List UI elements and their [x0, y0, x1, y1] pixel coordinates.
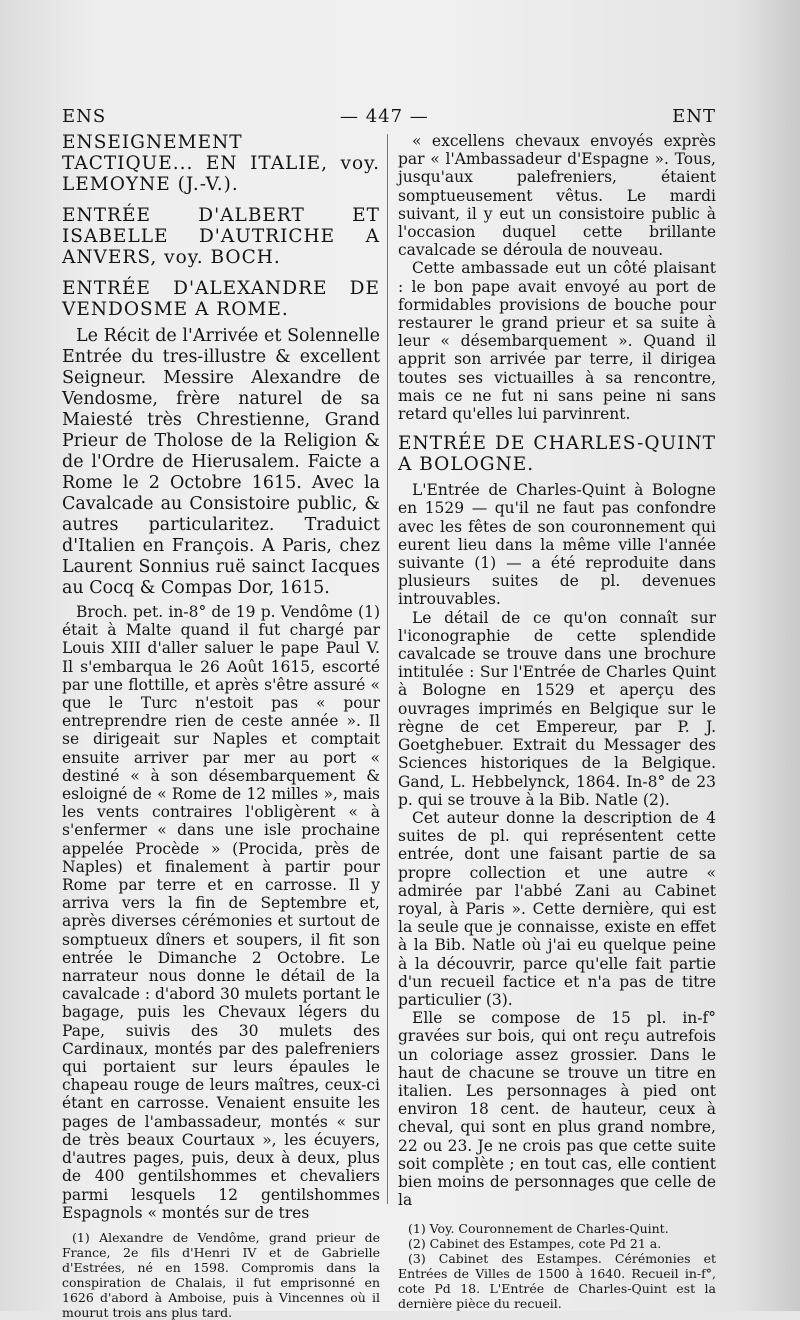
entry-description: Broch. pet. in-8° de 19 p. Vendôme (1) était à Malte quand il fut chargé par Louis XIII d'aller saluer le pape Paul V. Il s'embarqua le 26 Août 1615, escorté par une flottille, et après s'être assuré « que le Turc n'estoit pas « pour entreprendre rien de ceste année ». Il se dirigeait sur Naples et comptait ensuite arriver par mer au port « destiné « à son désembarquement & esloigné de « Rome de 12 milles », mais les vents contraires l'obligèrent « à s'enfermer « dans une isle prochaine appelée Procède » (Procida, près de Naples) et finalement à partir pour Rome par terre et en carrosse. Il y arriva vers la fin de Septembre et, après diverses cérémonies et surtout de somptueux dîners et soupers, il fit son entrée le Dimanche 2 Octobre. Le narrateur nous donne le détail de la cavalcade : d'abord 30 mulets portant le bagage, puis les Chevaux légers du Pape, suivis des 30 mulets des Cardinaux, montés par des palefreniers qui portaient sur leurs épaules le chapeau rouge de leurs maîtres, ceux-ci étant en carrosse. Venaient ensuite les pages de l'ambassadeur, montés « sur de très beaux Courtaux », les écuyers, d'autres pages, puis, deux à deux, plus de 400 gentilshommes et chevaliers parmi lesquels 12 gentilshommes Espagnols « montés sur de tres [62, 603, 380, 1222]
footnote-3: (3) Cabinet des Estampes. Cérémonies et Entrées de Villes de 1500 à 1640. Recueil in-f°, cote Pd 18. L'Entrée de Charles-Quint est la dernière pièce du recueil. [398, 1251, 716, 1312]
page-number: — 447 — [340, 106, 429, 127]
footnotes-left [62, 1230, 380, 1320]
footnote-vendome: (1) Alexandre de Vendôme, grand prieur de France, 2e fils d'Henri IV et de Gabrielle d'Estrées, né en 1598. Compromis dans la conspiration de Chalais, il fut emprisonné en 1626 d'abord à Amboise, puis à Vincennes où il mourut trois ans plus tard. [62, 1229, 380, 1320]
book-title-entry: Le Récit de l'Arrivée et Solennelle Entrée du tres-illustre & excellent Seigneur. Messire Alexandre de Vendosme, frère naturel de sa Maiesté très Chrestienne, Grand Prieur de Tholose de la Religion & de l'Ordre de Hierusalem. Faicte a Rome le 2 Octobre 1615. Avec la Cavalcade au Consistoire public, & autres particularitez. Traduict d'Italien en François. A Paris, chez Laurent Sonnius ruë sainct Iacques au Cocq & Compas Dor, 1615. [62, 326, 380, 598]
paragraph-suites: Cet auteur donne la description de 4 suites de pl. qui représentent cette entrée, dont une faisant partie de sa propre collection et une autre « admirée par l'abbé Zani au Cabinet royal, à Paris ». Cette dernière, qui est la seule que je connaisse, existe en effet à la Bib. Natle où j'ai eu quelque peine à la découvrir, parce qu'elle fait partie d'un recueil factice et n'a pas de titre particulier (3). [398, 808, 716, 1009]
running-head-left: ENS [62, 106, 107, 127]
entry-heading-vendosme: ENTRÉE D'ALEXANDRE DE VENDOSME A ROME. [62, 278, 380, 320]
left-column [62, 132, 380, 1320]
entry-heading-albert-isabelle: ENTRÉE D'ALBERT ET ISABELLE D'AUTRICHE A ANVERS, voy. BOCH. [62, 205, 380, 268]
footnote-2: (2) Cabinet des Estampes, cote Pd 21 a. [408, 1236, 662, 1252]
paragraph-cavalcade-continued: « excellens chevaux envoyés exprès par « l'Ambassadeur d'Espagne ». Tous, jusqu'aux palefreniers, étaient somptueusement vêtus. Le mardi suivant, il y eut un consistoire public à l'occasion duquel cette brillante cavalcade se déroula de nouveau. [398, 132, 716, 260]
running-head [62, 106, 716, 130]
entry-heading-enseignement: ENSEIGNEMENT TACTIQUE... EN ITALIE, voy. LEMOYNE (J.-V.). [62, 132, 380, 195]
footnotes-right [398, 1221, 716, 1311]
paragraph-ambassade: Cette ambassade eut un côté plaisant : le bon pape avait envoyé au port de formidables provisions de bouche pour restaurer le grand prieur et sa suite à leur « désembarquement ». Quand il apprit son arrivée par terre, il dirigea toutes ses victuailles à sa rencontre, mais ce ne fut ni sans peine ni sans retard qu'elles lui parvinrent. [398, 259, 716, 424]
column-divider [387, 134, 388, 1204]
paragraph-planches: Elle se compose de 15 pl. in-f° gravées sur bois, qui ont reçu autrefois un coloriage assez grossier. Dans le haut de chacune se trouve un titre en italien. Les personnages à pied ont environ 18 cent. de hauteur, ceux à cheval, qui sont en plus grand nombre, 22 ou 23. Je ne crois pas que cette suite soit complète ; en tout cas, elle contient bien moins de personnages que celle de la [398, 1009, 716, 1210]
paragraph-iconographie: Le détail de ce qu'on connaît sur l'iconographie de cette splendide cavalcade se trouve dans une brochure intitulée : Sur l'Entrée de Charles Quint à Bologne en 1529 et aperçu des ouvrages imprimés en Belgique sur le règne de cet Empereur, par P. J. Goetghebuer. Extrait du Messager des Sciences historiques de la Belgique. Gand, L. Hebbelynck, 1864. In-8° de 23 p. qui se trouve à la Bib. Natle (2). [398, 608, 716, 809]
running-head-right: ENT [672, 106, 716, 127]
paragraph-bologne: L'Entrée de Charles-Quint à Bologne en 1529 — qu'il ne faut pas confondre avec les fêtes de son couronnement qui eurent lieu dans la même ville l'année suivante (1) — a été reproduite dans plusieurs suites de pl. devenues introuvables. [398, 481, 716, 609]
entry-heading-charles-quint: ENTRÉE DE CHARLES-QUINT A BOLOGNE. [398, 433, 716, 476]
right-column [398, 132, 716, 1311]
footnote-1: (1) Voy. Couronnement de Charles-Quint. [408, 1221, 669, 1237]
